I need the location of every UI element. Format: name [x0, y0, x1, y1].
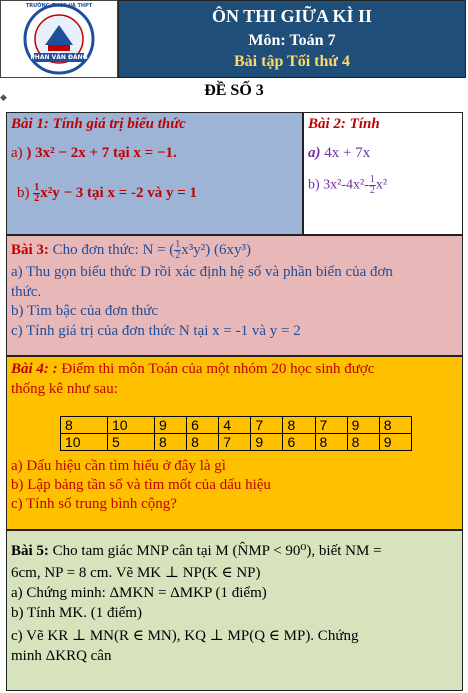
exercise-1-b: [17, 183, 197, 204]
exercise-5-line-1: [11, 541, 382, 560]
table-cell: 8: [187, 434, 219, 451]
exercise-4-intro-cont: thống kê như sau:: [11, 381, 118, 397]
exercise-1-a-expr: ) 3x² − 2x + 7 tại x = −1.: [26, 145, 177, 161]
table-cell: 8: [315, 434, 347, 451]
exercise-2-b: [308, 175, 387, 196]
exercise-4-title: Bài 4: :: [11, 361, 58, 377]
frac-den: 2: [34, 193, 40, 204]
exercise-3-b: b) Tìm bậc của đơn thức: [11, 303, 158, 319]
exercise-3-intro-text: Cho đơn thức: N = (: [52, 241, 175, 258]
frac-num: 1: [34, 182, 40, 193]
exercise-4-c: c) Tính số trung bình cộng?: [11, 496, 177, 512]
table-cell: 9: [347, 417, 379, 434]
score-table: [60, 416, 412, 451]
exercise-2-a-label: a): [308, 145, 321, 161]
table-cell: 6: [283, 434, 315, 451]
table-row: [61, 434, 412, 451]
frac-den: 2: [369, 185, 375, 196]
table-cell: 7: [219, 434, 251, 451]
table-cell: 4: [219, 417, 251, 434]
exercise-3-a-cont: thức.: [11, 284, 42, 300]
logo-top-text: TRƯỜNG THCS VÀ THPT: [25, 3, 93, 9]
exercise-2-b-expr: 3x²-4x²-: [323, 177, 369, 193]
subject-label: Môn: Toán 7: [248, 32, 336, 49]
logo-bottom-text: PHAN VĂN ĐÁNG: [30, 54, 88, 61]
exercise-3-box: [6, 235, 463, 356]
exercise-1-a-prefix: a): [11, 145, 27, 161]
exercise-5-box: [6, 530, 463, 691]
exercise-3-intro: [11, 240, 251, 261]
table-cell: 9: [155, 417, 187, 434]
exercise-3-c: c) Tính giá trị của đơn thức N tại x = -1 và y = 2: [11, 323, 301, 339]
table-cell: 10: [108, 417, 155, 434]
table-cell: 7: [315, 417, 347, 434]
table-row: [61, 417, 412, 434]
frac-num: 1: [369, 174, 375, 185]
exercise-1-box: [6, 112, 303, 235]
exercise-5-c-cont: minh ΔKRQ cân: [11, 648, 112, 664]
school-logo: [0, 0, 118, 78]
table-cell: 5: [108, 434, 155, 451]
table-cell: 9: [251, 434, 283, 451]
exercise-3-a: a) Thu gọn biểu thức D rồi xác định hệ số và phần biến của đơn: [11, 264, 393, 280]
exercise-5-c: c) Vẽ KR ⊥ MN(R ∈ MN), KQ ⊥ MP(Q ∈ MP). Chứng: [11, 628, 359, 644]
exercise-5-line-1-text: Cho tam giác MNP cân tại M (N̂MP < 90⁰), biết NM =: [52, 543, 382, 559]
table-cell: 8: [61, 417, 108, 434]
exercise-5-line-2: 6cm, NP = 8 cm. Vẽ MK ⊥ NP(K ∈ NP): [11, 565, 261, 581]
exercise-2-b-tail: x²: [375, 177, 388, 193]
exercise-1-b-prefix: b): [17, 184, 34, 201]
frac-num: 1: [175, 239, 181, 250]
exercise-2-a: [308, 145, 370, 162]
table-cell: 7: [251, 417, 283, 434]
exercise-4-a: a) Dấu hiệu cần tìm hiểu ở đây là gì: [11, 458, 226, 474]
exercise-5-a: a) Chứng minh: ΔMKN = ΔMKP (1 điểm): [11, 585, 267, 601]
table-cell: 8: [155, 434, 187, 451]
table-cell: 9: [379, 434, 411, 451]
subtitle-label: Bài tập Tối thứ 4: [234, 53, 350, 70]
exercise-2-b-label: b): [308, 177, 320, 193]
handle-marker-icon: ◆: [0, 93, 7, 103]
exercise-2-title: Bài 2: Tính: [308, 116, 380, 132]
page-title: ÔN THI GIỮA KÌ II: [211, 6, 373, 26]
exercise-1-a: [11, 145, 177, 162]
frac-den: 2: [175, 250, 181, 261]
table-cell: 6: [187, 417, 219, 434]
exercise-1-b-expr: x²y − 3 tại x = -2 và y = 1: [40, 184, 198, 201]
table-cell: 8: [379, 417, 411, 434]
table-cell: 8: [283, 417, 315, 434]
school-crest-icon: [1, 1, 117, 77]
exam-label: ĐỀ SỐ 3: [204, 82, 264, 99]
table-cell: 8: [347, 434, 379, 451]
exercise-4-intro: [11, 361, 374, 378]
exercise-2-box: [303, 112, 463, 235]
exercise-3-title: Bài 3:: [11, 241, 49, 258]
exercise-4-b: b) Lập bảng tần số và tìm mốt của dấu hiệu: [11, 477, 271, 493]
exercise-4-intro-text: Điểm thi môn Toán của một nhóm 20 học sinh được: [61, 361, 375, 377]
exercise-5-b: b) Tính MK. (1 điểm): [11, 605, 142, 621]
header-banner: [118, 0, 466, 78]
table-cell: 10: [61, 434, 108, 451]
exercise-1-title: Bài 1: Tính giá trị biểu thức: [11, 116, 186, 132]
exercise-2-a-expr: 4x + 7x: [324, 145, 371, 161]
exercise-5-title: Bài 5:: [11, 543, 49, 559]
exercise-2-b-fraction: [369, 175, 376, 196]
exercise-3-intro-tail: x³y²) (6xy³): [181, 241, 252, 258]
